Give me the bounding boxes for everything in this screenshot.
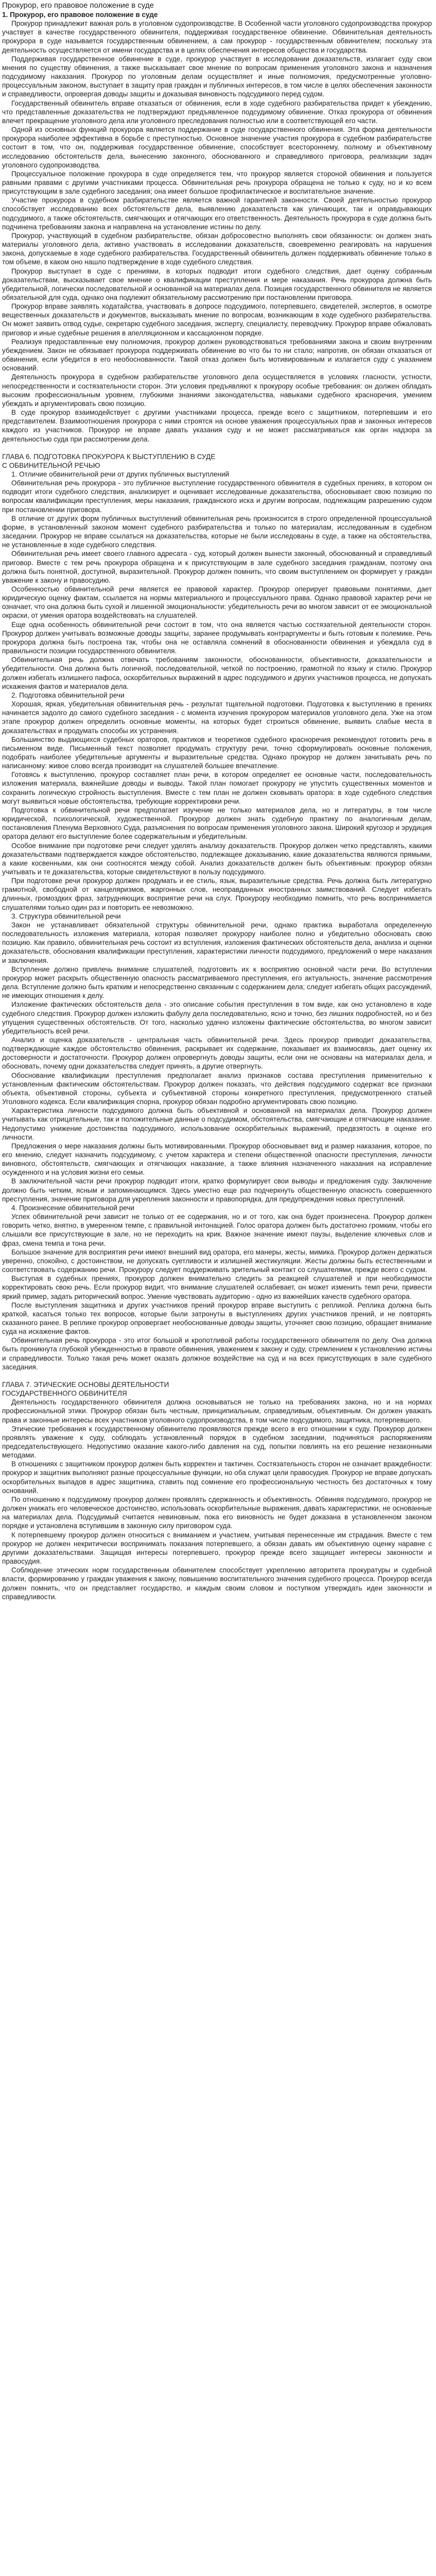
paragraph: Вступление должно привлечь внимание слушателей, подготовить их к восприятию основной части речи. Во вступлении прокурор может раскрыть общественную опасность рассматриваемого преступления, его актуальность, значение рассмотрения дела. Вступление должно быть кратким и непосредственно связанным с содержанием дела; следует избегать общих рассуждений, не имеющих отношения к делу. (2, 965, 432, 1000)
document-subtitle: 1. Прокурор, его правовое положение в суде (2, 11, 158, 19)
paragraph: Участие прокурора в судебном разбирательстве является важной гарантией законности. Своей деятельностью прокурор способствует исследованию всех обстоятельств дела, выявлению доказательств как уличающих, так и оправдывающих подсудимого, а также обстоятельств, смягчающих и отягчающих его ответственность. Деятельность прокурора в суде должна быть подчинена требованиям закона и направлена на установление истины по делу. (2, 196, 432, 231)
section-heading-chapter7 (2, 1380, 432, 1398)
paragraph: Государственный обвинитель вправе отказаться от обвинения, если в ходе судебного разбирательства придет к убеждению, что представленные доказательства не подтверждают предъявленное подсудимому обвинение. Отказ прокурора от обвинения влечет прекращение уголовного дела или уголовного преследования полностью или в соответствующей его части. (2, 99, 432, 125)
paragraph: Большое значение для восприятия речи имеют внешний вид оратора, его манеры, жесты, мимика. Прокурор должен держаться уверенно, спокойно, с достоинством, не допускать суетливости и излишней жестикуляции. Жесты должны быть естественными и соответствовать содержанию речи. Прокурору следует поддерживать зрительный контакт со слушателями, прежде всего с судом. (2, 1248, 432, 1274)
paragraph: Подготовка к обвинительной речи предполагает изучение не только материалов дела, но и литературы, в том числе юридической, психологической, художественной. Прокурор должен знать судебную практику по аналогичным делам, постановления Пленума Верховного Суда, разъяснения по вопросам применения уголовного закона. Широкий кругозор и эрудиция оратора делают его выступление более содержательным и убедительным. (2, 806, 432, 841)
paragraph: Большинство выдающихся судебных ораторов, практиков и теоретиков судебного красноречия рекомендуют готовить речь в письменном виде. Письменный текст позволяет продумать структуру речи, точно сформулировать основные положения, подобрать наиболее убедительные аргументы и выразительные средства. Однако прокурор не должен зачитывать речь по написанному: живое слово всегда производит на слушателей большее впечатление. (2, 735, 432, 770)
paragraph: Прокурор принадлежит важная роль в уголовном судопроизводстве. В Особенной части уголовного судопроизводства прокурор участвует в качестве государственного обвинителя, поддерживая государственное обвинение. Обвинительная деятельность прокурора в суде называется государственным обвинением, а сам прокурор - государственным обвинителем; поскольку эта деятельность осуществляется от имени государства и в целях обеспечения интересов общества и государства. (2, 20, 432, 54)
paragraph: Еще одна особенность обвинительной речи состоит в том, что она является частью состязательной деятельности сторон. Прокурор должен учитывать возможные доводы защиты, заранее продумывать контраргументы и быть готовым к полемике. Речь прокурора должна быть построена так, чтобы она не оставляла сомнений в обоснованности обвинения и убеждала суд в правильности позиции государственного обвинителя. (2, 620, 432, 655)
paragraph: Обвинительная речь прокурора - это публичное выступление государственного обвинителя в судебных прениях, в котором он подводит итоги судебного следствия, анализирует и оценивает исследованные доказательства, обосновывает свою позицию по вопросам квалификации преступления, меры наказания, гражданского иска и другим вопросам, подлежащим разрешению судом при постановлении приговора. (2, 479, 432, 514)
paragraph: В отношениях с защитником прокурор должен быть корректен и тактичен. Состязательность сторон не означает враждебности: прокурор и защитник выполняют разные процессуальные функции, но оба служат цели правосудия. Прокурор не вправе допускать оскорбительных выпадов в адрес защитника, ставить под сомнение его профессиональную честность без достаточных к тому оснований. (2, 1460, 432, 1495)
document-body-chapter6 (2, 470, 432, 1371)
paragraph: Прокурор, участвующий в судебном разбирательстве, обязан добросовестно выполнять свои обязанности: он должен знать материалы уголовного дела, активно участвовать в исследовании доказательств, своевременно реагировать на нарушения закона, допускаемые в ходе судебного разбирательства. Государственный обвинитель должен поддерживать обвинение только в том объеме, в каком оно нашло подтверждение в ходе судебного следствия. (2, 231, 432, 266)
paragraph: Обоснование квалификации преступления предполагает анализ признаков состава преступления применительно к установленным фактическим обстоятельствам. Прокурор должен показать, что действия подсудимого содержат все признаки объекта, объективной стороны, субъекта и субъективной стороны конкретного преступления, предусмотренного статьей Уголовного кодекса. Если квалификация спорна, прокурор обязан подробно аргументировать свою позицию. (2, 1071, 432, 1106)
paragraph: 4. Произнесение обвинительной речи (11, 1204, 134, 1212)
paragraph: По отношению к подсудимому прокурор должен проявлять сдержанность и объективность. Обвиняя подсудимого, прокурор не должен унижать его человеческое достоинство, использовать оскорбительные выражения, давать характеристики, не основанные на материалах дела. Подсудимый считается невиновным, пока его виновность не будет доказана в установленном законом порядке и установлена вступившим в законную силу приговором суда. (2, 1495, 432, 1530)
paragraph: Закон не устанавливает обязательной структуры обвинительной речи, однако практика выработала определенную последовательность изложения материала, которая позволяет прокурору наиболее полно и убедительно обосновать свою позицию. Как правило, обвинительная речь состоит из вступления, изложения фактических обстоятельств дела, анализа и оценки доказательств, обоснования квалификации преступления, характеристики личности подсудимого, предложений о мере наказания и заключения. (2, 921, 432, 964)
document-body-part1 (2, 19, 432, 444)
paragraph: 3. Структура обвинительной речи (11, 912, 121, 920)
paragraph: Анализ и оценка доказательств - центральная часть обвинительной речи. Здесь прокурор приводит доказательства, подтверждающие каждое обстоятельство обвинения, раскрывает их содержание, показывает их взаимосвязь, дает оценку их достоверности и достаточности. Прокурор должен опровергнуть доводы защиты, если они не основаны на материалах дела, и обосновать, почему одни доказательства следует принять, а другие отвергнуть. (2, 1036, 432, 1071)
paragraph: Обвинительная речь имеет своего главного адресата - суд, который должен вынести законный, обоснованный и справедливый приговор. Вместе с тем речь прокурора обращена и к присутствующим в зале судебного заседания гражданам, поэтому она должна быть понятной, доступной, выразительной. Прокурор должен помнить, что своим выступлением он формирует у граждан уважение к закону и правосудию. (2, 550, 432, 584)
paragraph: Этические требования к государственному обвинителю проявляются прежде всего в его отношении к суду. Прокурор должен проявлять уважение к суду, соблюдать установленный порядок в судебном заседании, подчиняться распоряжениям председательствующего. Недопустимо оказание какого-либо давления на суд, попытки повлиять на его решение незаконными методами. (2, 1425, 432, 1460)
paragraph: 2. Подготовка обвинительной речи (11, 691, 125, 699)
paragraph: После выступления защитника и других участников прений прокурор вправе выступить с репликой. Реплика должна быть краткой, касаться только тех вопросов, которые были затронуты в выступлениях других участников прений, и не повторять сказанного ранее. В реплике прокурор опровергает необоснованные доводы защиты, уточняет свою позицию, обращает внимание суда на искажение фактов. (2, 1301, 432, 1336)
document-body-chapter7 (2, 1398, 432, 1601)
paragraph: Процессуальное положение прокурора в суде определяется тем, что прокурор является стороной обвинения и пользуется равными правами с другими участниками процесса. Обвинительная речь прокурора обращена не только к суду, но и ко всем присутствующим в зале судебного заседания; она имеет большое профилактическое и воспитательное значение. (2, 170, 432, 196)
paragraph: Одной из основных функций прокурора является поддержание в суде государственного обвинения. Эта форма деятельности прокурора наиболее эффективна в борьбе с преступностью. Основное значение участия прокурора в судебном разбирательстве состоит в том, что он, поддерживая государственное обвинение, способствует всестороннему, полному и объективному исследованию обстоятельств дела, вынесению законного, обоснованного и справедливого приговора, реализации задач уголовного судопроизводства. (2, 126, 432, 169)
paragraph: Характеристика личности подсудимого должна быть объективной и основанной на материалах дела. Прокурор должен учитывать как отрицательные, так и положительные данные о подсудимом, обстоятельства, смягчающие и отягчающие наказание. Недопустимо унижение достоинства подсудимого, использование оскорбительных выражений, предвзятость в оценке его личности. (2, 1107, 432, 1141)
paragraph: Реализуя предоставленные ему полномочия, прокурор должен руководствоваться требованиями закона и своим внутренним убеждением. Закон не обязывает прокурора поддерживать обвинение во что бы то ни стало; напротив, он обязан отказаться от обвинения, если убедится в его необоснованности. Такой отказ должен быть мотивированным и излагается суду с указанием оснований. (2, 337, 432, 372)
paragraph: Особенностью обвинительной речи является ее правовой характер. Прокурор оперирует правовыми понятиями, дает юридическую оценку фактам, ссылается на нормы материального и процессуального права. Однако правовой характер речи не означает, что она должна быть сухой и лишенной эмоциональности: убедительность речи во многом зависит от ее эмоциональной окраски, от умения оратора воздействовать на слушателей. (2, 585, 432, 620)
paragraph: При подготовке речи прокурор должен продумать и ее стиль, язык, выразительные средства. Речь должна быть литературно грамотной, свободной от канцеляризмов, жаргонных слов, неоправданных иностранных заимствований. Следует избегать длинных, громоздких фраз, затрудняющих восприятие речи на слух. Прокурору необходимо помнить, что речь воспринимается слушателями только один раз и повторить ее невозможно. (2, 877, 432, 911)
paragraph: Предложения о мере наказания должны быть мотивированными. Прокурор обосновывает вид и размер наказания, которое, по его мнению, следует назначить подсудимому, с учетом характера и степени общественной опасности преступления, личности виновного, обстоятельств, смягчающих и отягчающих наказание, а также влияния назначенного наказания на исправление осужденного и на условия жизни его семьи. (2, 1142, 432, 1177)
paragraph: К потерпевшему прокурор должен относиться с вниманием и участием, учитывая перенесенные им страдания. Вместе с тем прокурор не должен некритически воспринимать показания потерпевшего, а обязан давать им объективную оценку наравне с другими доказательствами. Защищая интересы потерпевшего, прокурор прежде всего защищает интересы законности и правосудия. (2, 1531, 432, 1566)
paragraph: Соблюдение этических норм государственным обвинителем способствует укреплению авторитета прокуратуры и судебной власти, формированию у граждан уважения к закону, повышению воспитательного значения судебного процесса. Прокурор всегда должен помнить, что он представляет государство, и каждым своим словом и поступком утверждать идеи законности и справедливости. (2, 1566, 432, 1601)
paragraph: Поддерживая государственное обвинение в суде, прокурор участвует в исследовании доказательств, излагает суду свои мнения по существу обвинения, а также высказывает свое мнение по вопросам применения уголовного закона и назначения подсудимому наказания. Прокурор по уголовным делам осуществляет и иные полномочия, предусмотренные уголовно-процессуальным законом, выступает в защиту прав граждан и публичных интересов, в том числе в целях обеспечения законности и справедливости, опровергая доводы защиты и доказывая виновность подсудимого перед судом. (2, 55, 432, 98)
paragraph: Особое внимание при подготовке речи следует уделять анализу доказательств. Прокурор должен четко представлять, какими доказательствами подтверждается каждое обстоятельство, подлежащее доказыванию, какие доказательства являются прямыми, а какие косвенными, как они соотносятся между собой. Анализ доказательств должен быть объективным: прокурор обязан учитывать и те доказательства, которые свидетельствуют в пользу подсудимого. (2, 841, 432, 876)
paragraph: Хорошая, яркая, убедительная обвинительная речь - результат тщательной подготовки. Подготовка к выступлению в прениях начинается задолго до самого судебного заседания - с момента изучения прокурором материалов уголовного дела. Уже на этом этапе прокурор должен определить основные моменты, на которых будет строиться обвинение, выявить слабые места в доказательствах и продумать способы их устранения. (2, 700, 432, 735)
section-subheading-line: С ОБВИНИТЕЛЬНОЙ РЕЧЬЮ (2, 461, 100, 469)
document-title: Прокурор, его правовое положение в суде (2, 1, 154, 10)
section-heading-chapter6 (2, 452, 432, 470)
paragraph: В суде прокурор взаимодействует с другими участниками процесса, прежде всего с защитником, потерпевшим и его представителем. Взаимоотношения прокурора с ними строятся на основе уважения процессуальных прав и законных интересов каждого из участников. Прокурор не вправе давать указания суду и не может рассматриваться как орган надзора за деятельностью суда при рассмотрении дела. (2, 409, 432, 443)
paragraph: Деятельность государственного обвинителя должна основываться не только на требованиях закона, но и на нормах профессиональной этики. Прокурор обязан быть честным, принципиальным, справедливым, объективным. Он должен уважать права и законные интересы всех участников уголовного судопроизводства, в том числе подсудимого, защитника, потерпевшего. (2, 1398, 432, 1424)
paragraph: Выступая в судебных прениях, прокурор должен внимательно следить за реакцией слушателей и при необходимости корректировать свою речь. Если прокурор видит, что внимание слушателей ослабевает, он может изменить темп речи, привести яркий пример, задать риторический вопрос. Умение чувствовать аудиторию - одно из важнейших качеств судебного оратора. (2, 1275, 432, 1300)
paragraph: Прокурор выступает в суде с прениями, в которых подводит итоги судебного следствия, дает оценку собранным доказательствам, высказывает свое мнение о квалификации преступления и мере наказания. Речь прокурора должна быть убедительной, логически последовательной и основанной на материалах дела. Позиция государственного обвинителя не является обязательной для суда, однако она подлежит обязательному рассмотрению при постановлении приговора. (2, 267, 432, 301)
section-heading-line: ГЛАВА 7. ЭТИЧЕСКИЕ ОСНОВЫ ДЕЯТЕЛЬНОСТИ (2, 1380, 169, 1388)
paragraph: 1. Отличие обвинительной речи от других публичных выступлений (11, 470, 230, 478)
section-heading-line: ГЛАВА 6. ПОДГОТОВКА ПРОКУРОРА К ВЫСТУПЛЕНИЮ В СУДЕ (2, 452, 216, 461)
paragraph: Прокурор вправе заявлять ходатайства, участвовать в допросе подсудимого, потерпевшего, свидетелей, экспертов, в осмотре вещественных доказательств и документов, высказывать мнение по вопросам, возникающим в ходе судебного разбирательства. Он может заявить отвод судье, секретарю судебного заседания, эксперту, специалисту, переводчику. Прокурор вправе обжаловать приговор и иные судебные решения в апелляционном и кассационном порядке. (2, 302, 432, 337)
paragraph: Успех обвинительной речи зависит не только от ее содержания, но и от того, как она будет произнесена. Прокурор должен говорить четко, внятно, в умеренном темпе, с правильной интонацией. Голос оратора должен быть достаточно громким, чтобы его слышали все присутствующие в зале, но не переходить на крик. Важное значение имеют паузы, выделение ключевых слов и фраз, смена темпа и тона речи. (2, 1213, 432, 1247)
paragraph: Готовясь к выступлению, прокурор составляет план речи, в котором определяет ее основные части, последовательность изложения материала, важнейшие доводы и выводы. Такой план помогает прокурору не упустить существенных моментов и сохранить логическую стройность выступления. Вместе с тем план не должен сковывать оратора: в ходе судебного следствия могут выявиться новые обстоятельства, требующие корректировки речи. (2, 771, 432, 805)
paragraph: Обвинительная речь прокурора - это итог большой и кропотливой работы государственного обвинителя по делу. Она должна быть проникнута глубокой убежденностью в правоте обвинения, уважением к закону и суду, стремлением к установлению истины и справедливости. Только такая речь может оказать должное воздействие на суд и на всех присутствующих в зале судебного заседания. (2, 1336, 432, 1371)
paragraph: В отличие от других форм публичных выступлений обвинительная речь произносится в строго определенной процессуальной форме, в установленный законом момент судебного разбирательства и только по материалам, исследованным в судебном заседании. Прокурор не вправе ссылаться на доказательства, которые не были исследованы в суде, а также на обстоятельства, не установленные в ходе судебного следствия. (2, 514, 432, 549)
paragraph: Изложение фактических обстоятельств дела - это описание события преступления в том виде, как оно установлено в ходе судебного следствия. Прокурор должен изложить фабулу дела последовательно, ясно и точно, без лишних подробностей, но и без упущения существенных обстоятельств. От того, насколько удачно изложены фактические обстоятельства, во многом зависит убедительность всей речи. (2, 1001, 432, 1035)
paragraph: Деятельность прокурора в судебном разбирательстве уголовного дела осуществляется в условиях гласности, устности, непосредственности и состязательности сторон. Эти условия предъявляют к прокурору особые требования: он должен обладать высоким профессиональным уровнем, глубокими знаниями законодательства, навыками судебного красноречия, умением убеждать и аргументировать свою позицию. (2, 373, 432, 408)
paragraph: Обвинительная речь должна отвечать требованиям законности, обоснованности, объективности, доказательности и убедительности. Она должна быть логичной, последовательной, четкой по построению, грамотной по языку и стилю. Прокурор должен избегать излишнего пафоса, оскорбительных выражений в адрес подсудимого и других участников процесса, не допускать искажения фактов и материалов дела. (2, 656, 432, 690)
paragraph: В заключительной части речи прокурор подводит итоги, кратко формулирует свои выводы и предложения суду. Заключение должно быть четким, ясным и запоминающимся. Здесь уместно еще раз подчеркнуть общественную опасность совершенного преступления, значение приговора для укрепления законности и правопорядка, для предупреждения новых преступлений. (2, 1177, 432, 1203)
section-subheading-line: ГОСУДАРСТВЕННОГО ОБВИНИТЕЛЯ (2, 1389, 127, 1398)
